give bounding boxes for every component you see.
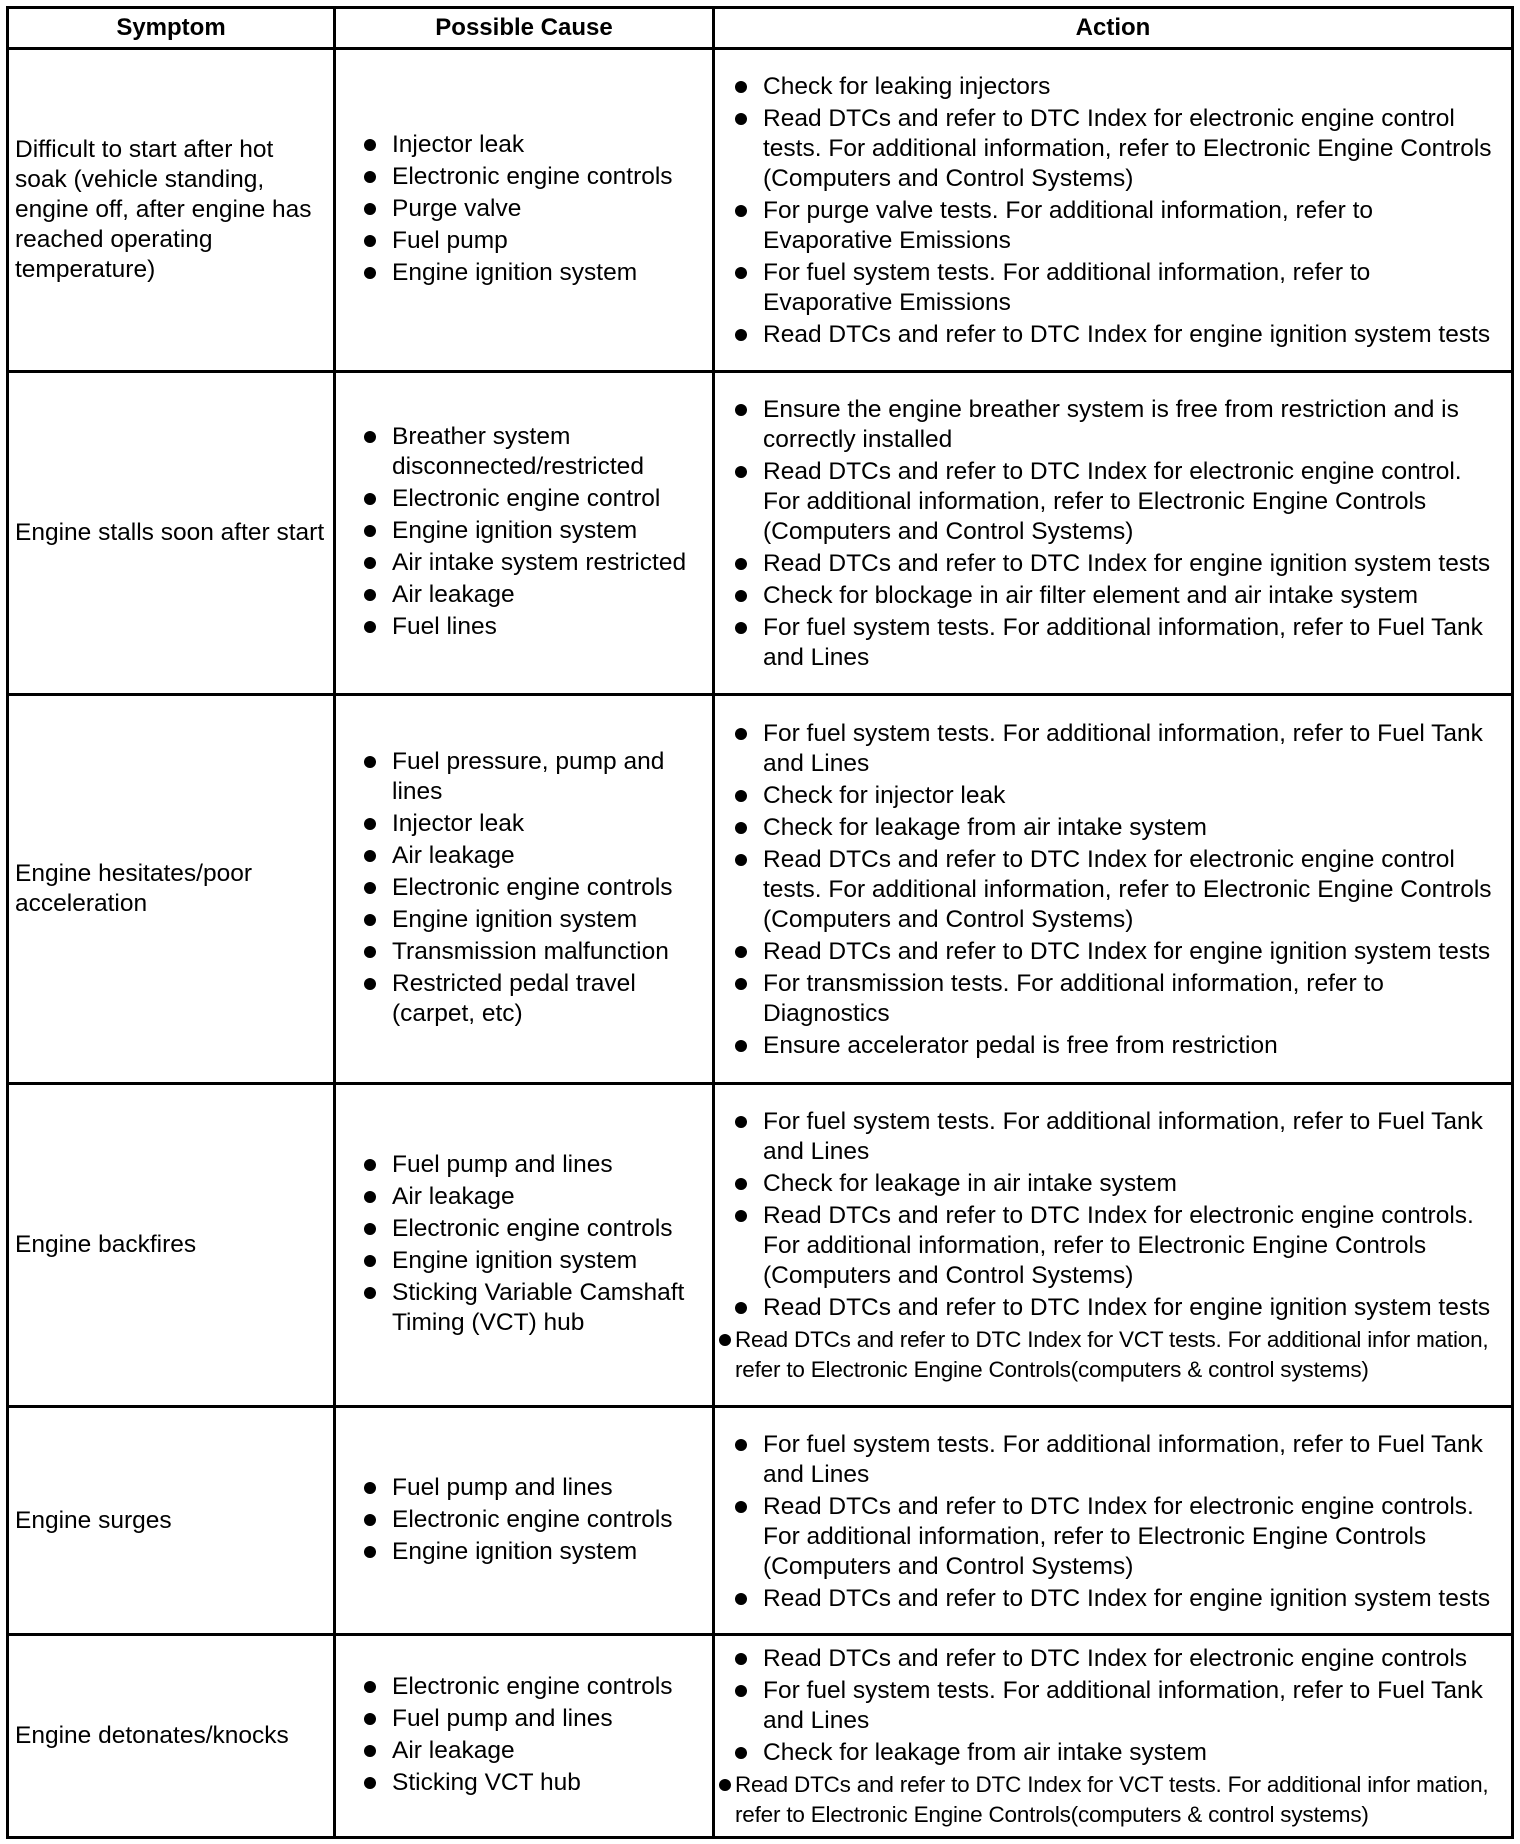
list-item: Read DTCs and refer to DTC Index for VCT tests. For additional infor mation, refer to Electronic Engine Controls(computers & control systems) xyxy=(715,1770,1511,1830)
list-item: For fuel system tests. For additional information, refer to Evaporative Emissions xyxy=(729,258,1505,318)
possible-cause-list xyxy=(358,1150,704,1338)
table-row xyxy=(8,695,1513,1084)
action-cell xyxy=(714,1407,1513,1635)
list-item: Ensure the engine breather system is free from restriction and is correctly installed xyxy=(729,395,1505,455)
symptom-cell: Engine backfires xyxy=(8,1084,335,1407)
list-item: Read DTCs and refer to DTC Index for engine ignition system tests xyxy=(729,1293,1505,1323)
table-body xyxy=(8,49,1513,1838)
possible-cause-cell xyxy=(335,1635,714,1838)
list-item: Read DTCs and refer to DTC Index for engine ignition system tests xyxy=(729,1584,1505,1614)
list-item: Air leakage xyxy=(358,1182,704,1212)
list-item: Read DTCs and refer to DTC Index for engine ignition system tests xyxy=(729,937,1505,967)
list-item: For fuel system tests. For additional information, refer to Fuel Tank and Lines xyxy=(729,1676,1505,1736)
table-row xyxy=(8,1084,1513,1407)
symptom-cell: Difficult to start after hot soak (vehicle standing, engine off, after engine has reached operating temperature) xyxy=(8,49,335,372)
list-item: Engine ignition system xyxy=(358,258,704,288)
list-item: For fuel system tests. For additional information, refer to Fuel Tank and Lines xyxy=(729,719,1505,779)
table-header xyxy=(8,8,1513,49)
list-item: Check for leakage in air intake system xyxy=(729,1169,1505,1199)
possible-cause-list xyxy=(358,747,704,1029)
action-cell xyxy=(714,1635,1513,1838)
list-item: Sticking Variable Camshaft Timing (VCT) hub xyxy=(358,1278,704,1338)
list-item: Air leakage xyxy=(358,580,704,610)
list-item: For transmission tests. For additional information, refer to Diagnostics xyxy=(729,969,1505,1029)
list-item: Fuel pump xyxy=(358,226,704,256)
list-item: Read DTCs and refer to DTC Index for electronic engine controls. For additional information, refer to Electronic Engine Controls (Computers and Control Systems) xyxy=(729,1201,1505,1291)
header-action: Action xyxy=(714,8,1513,49)
list-item: Engine ignition system xyxy=(358,905,704,935)
possible-cause-cell xyxy=(335,1084,714,1407)
list-item: Check for blockage in air filter element and air intake system xyxy=(729,581,1505,611)
list-item: For fuel system tests. For additional information, refer to Fuel Tank and Lines xyxy=(729,613,1505,673)
header-possible-cause: Possible Cause xyxy=(335,8,714,49)
list-item: Read DTCs and refer to DTC Index for electronic engine control. For additional information, refer to Electronic Engine Controls (Computers and Control Systems) xyxy=(729,457,1505,547)
list-item: Electronic engine controls xyxy=(358,1672,704,1702)
list-item: Read DTCs and refer to DTC Index for electronic engine control tests. For additional information, refer to Electronic Engine Controls (Computers and Control Systems) xyxy=(729,845,1505,935)
list-item: Check for leaking injectors xyxy=(729,72,1505,102)
possible-cause-list xyxy=(358,1473,704,1567)
list-item: Read DTCs and refer to DTC Index for engine ignition system tests xyxy=(729,320,1505,350)
table-row xyxy=(8,1635,1513,1838)
possible-cause-list xyxy=(358,130,704,288)
list-item: Breather system disconnected/restricted xyxy=(358,422,704,482)
list-item: Read DTCs and refer to DTC Index for electronic engine controls. For additional information, refer to Electronic Engine Controls (Computers and Control Systems) xyxy=(729,1492,1505,1582)
list-item: Injector leak xyxy=(358,130,704,160)
list-item: For purge valve tests. For additional information, refer to Evaporative Emissions xyxy=(729,196,1505,256)
list-item: Fuel pump and lines xyxy=(358,1473,704,1503)
list-item: Electronic engine control xyxy=(358,484,704,514)
list-item: Check for leakage from air intake system xyxy=(729,1738,1505,1768)
list-item: Fuel lines xyxy=(358,612,704,642)
list-item: Read DTCs and refer to DTC Index for engine ignition system tests xyxy=(729,549,1505,579)
list-item: Electronic engine controls xyxy=(358,873,704,903)
action-list xyxy=(729,719,1505,1061)
header-symptom: Symptom xyxy=(8,8,335,49)
list-item: Read DTCs and refer to DTC Index for electronic engine control tests. For additional information, refer to Electronic Engine Controls (Computers and Control Systems) xyxy=(729,104,1505,194)
list-item: For fuel system tests. For additional information, refer to Fuel Tank and Lines xyxy=(729,1430,1505,1490)
action-list xyxy=(729,395,1505,673)
possible-cause-cell xyxy=(335,372,714,695)
possible-cause-cell xyxy=(335,695,714,1084)
list-item: Read DTCs and refer to DTC Index for VCT tests. For additional infor mation, refer to Electronic Engine Controls(computers & control systems) xyxy=(715,1325,1511,1385)
list-item: Electronic engine controls xyxy=(358,162,704,192)
action-list xyxy=(729,1430,1505,1614)
list-item: Electronic engine controls xyxy=(358,1505,704,1535)
symptom-cell: Engine hesitates/poor acceleration xyxy=(8,695,335,1084)
table-row xyxy=(8,49,1513,372)
possible-cause-cell xyxy=(335,49,714,372)
list-item: Air leakage xyxy=(358,841,704,871)
list-item: Restricted pedal travel (carpet, etc) xyxy=(358,969,704,1029)
possible-cause-cell xyxy=(335,1407,714,1635)
list-item: For fuel system tests. For additional information, refer to Fuel Tank and Lines xyxy=(729,1107,1505,1167)
action-list xyxy=(729,72,1505,350)
possible-cause-list xyxy=(358,1672,704,1798)
list-item: Air leakage xyxy=(358,1736,704,1766)
list-item: Engine ignition system xyxy=(358,1246,704,1276)
list-item: Air intake system restricted xyxy=(358,548,704,578)
symptom-cell: Engine detonates/knocks xyxy=(8,1635,335,1838)
list-item: Read DTCs and refer to DTC Index for electronic engine controls xyxy=(729,1644,1505,1674)
action-list xyxy=(729,1644,1505,1830)
list-item: Check for injector leak xyxy=(729,781,1505,811)
action-list xyxy=(729,1107,1505,1385)
list-item: Ensure accelerator pedal is free from restriction xyxy=(729,1031,1505,1061)
symptom-cell: Engine stalls soon after start xyxy=(8,372,335,695)
list-item: Fuel pump and lines xyxy=(358,1150,704,1180)
action-cell xyxy=(714,1084,1513,1407)
list-item: Transmission malfunction xyxy=(358,937,704,967)
table-row xyxy=(8,372,1513,695)
list-item: Check for leakage from air intake system xyxy=(729,813,1505,843)
action-cell xyxy=(714,695,1513,1084)
diagnosis-table xyxy=(6,6,1514,1839)
table-row xyxy=(8,1407,1513,1635)
action-cell xyxy=(714,372,1513,695)
list-item: Electronic engine controls xyxy=(358,1214,704,1244)
list-item: Engine ignition system xyxy=(358,516,704,546)
action-cell xyxy=(714,49,1513,372)
list-item: Sticking VCT hub xyxy=(358,1768,704,1798)
list-item: Fuel pump and lines xyxy=(358,1704,704,1734)
list-item: Purge valve xyxy=(358,194,704,224)
symptom-cell: Engine surges xyxy=(8,1407,335,1635)
header-row xyxy=(8,8,1513,49)
list-item: Fuel pressure, pump and lines xyxy=(358,747,704,807)
list-item: Injector leak xyxy=(358,809,704,839)
list-item: Engine ignition system xyxy=(358,1537,704,1567)
possible-cause-list xyxy=(358,422,704,642)
